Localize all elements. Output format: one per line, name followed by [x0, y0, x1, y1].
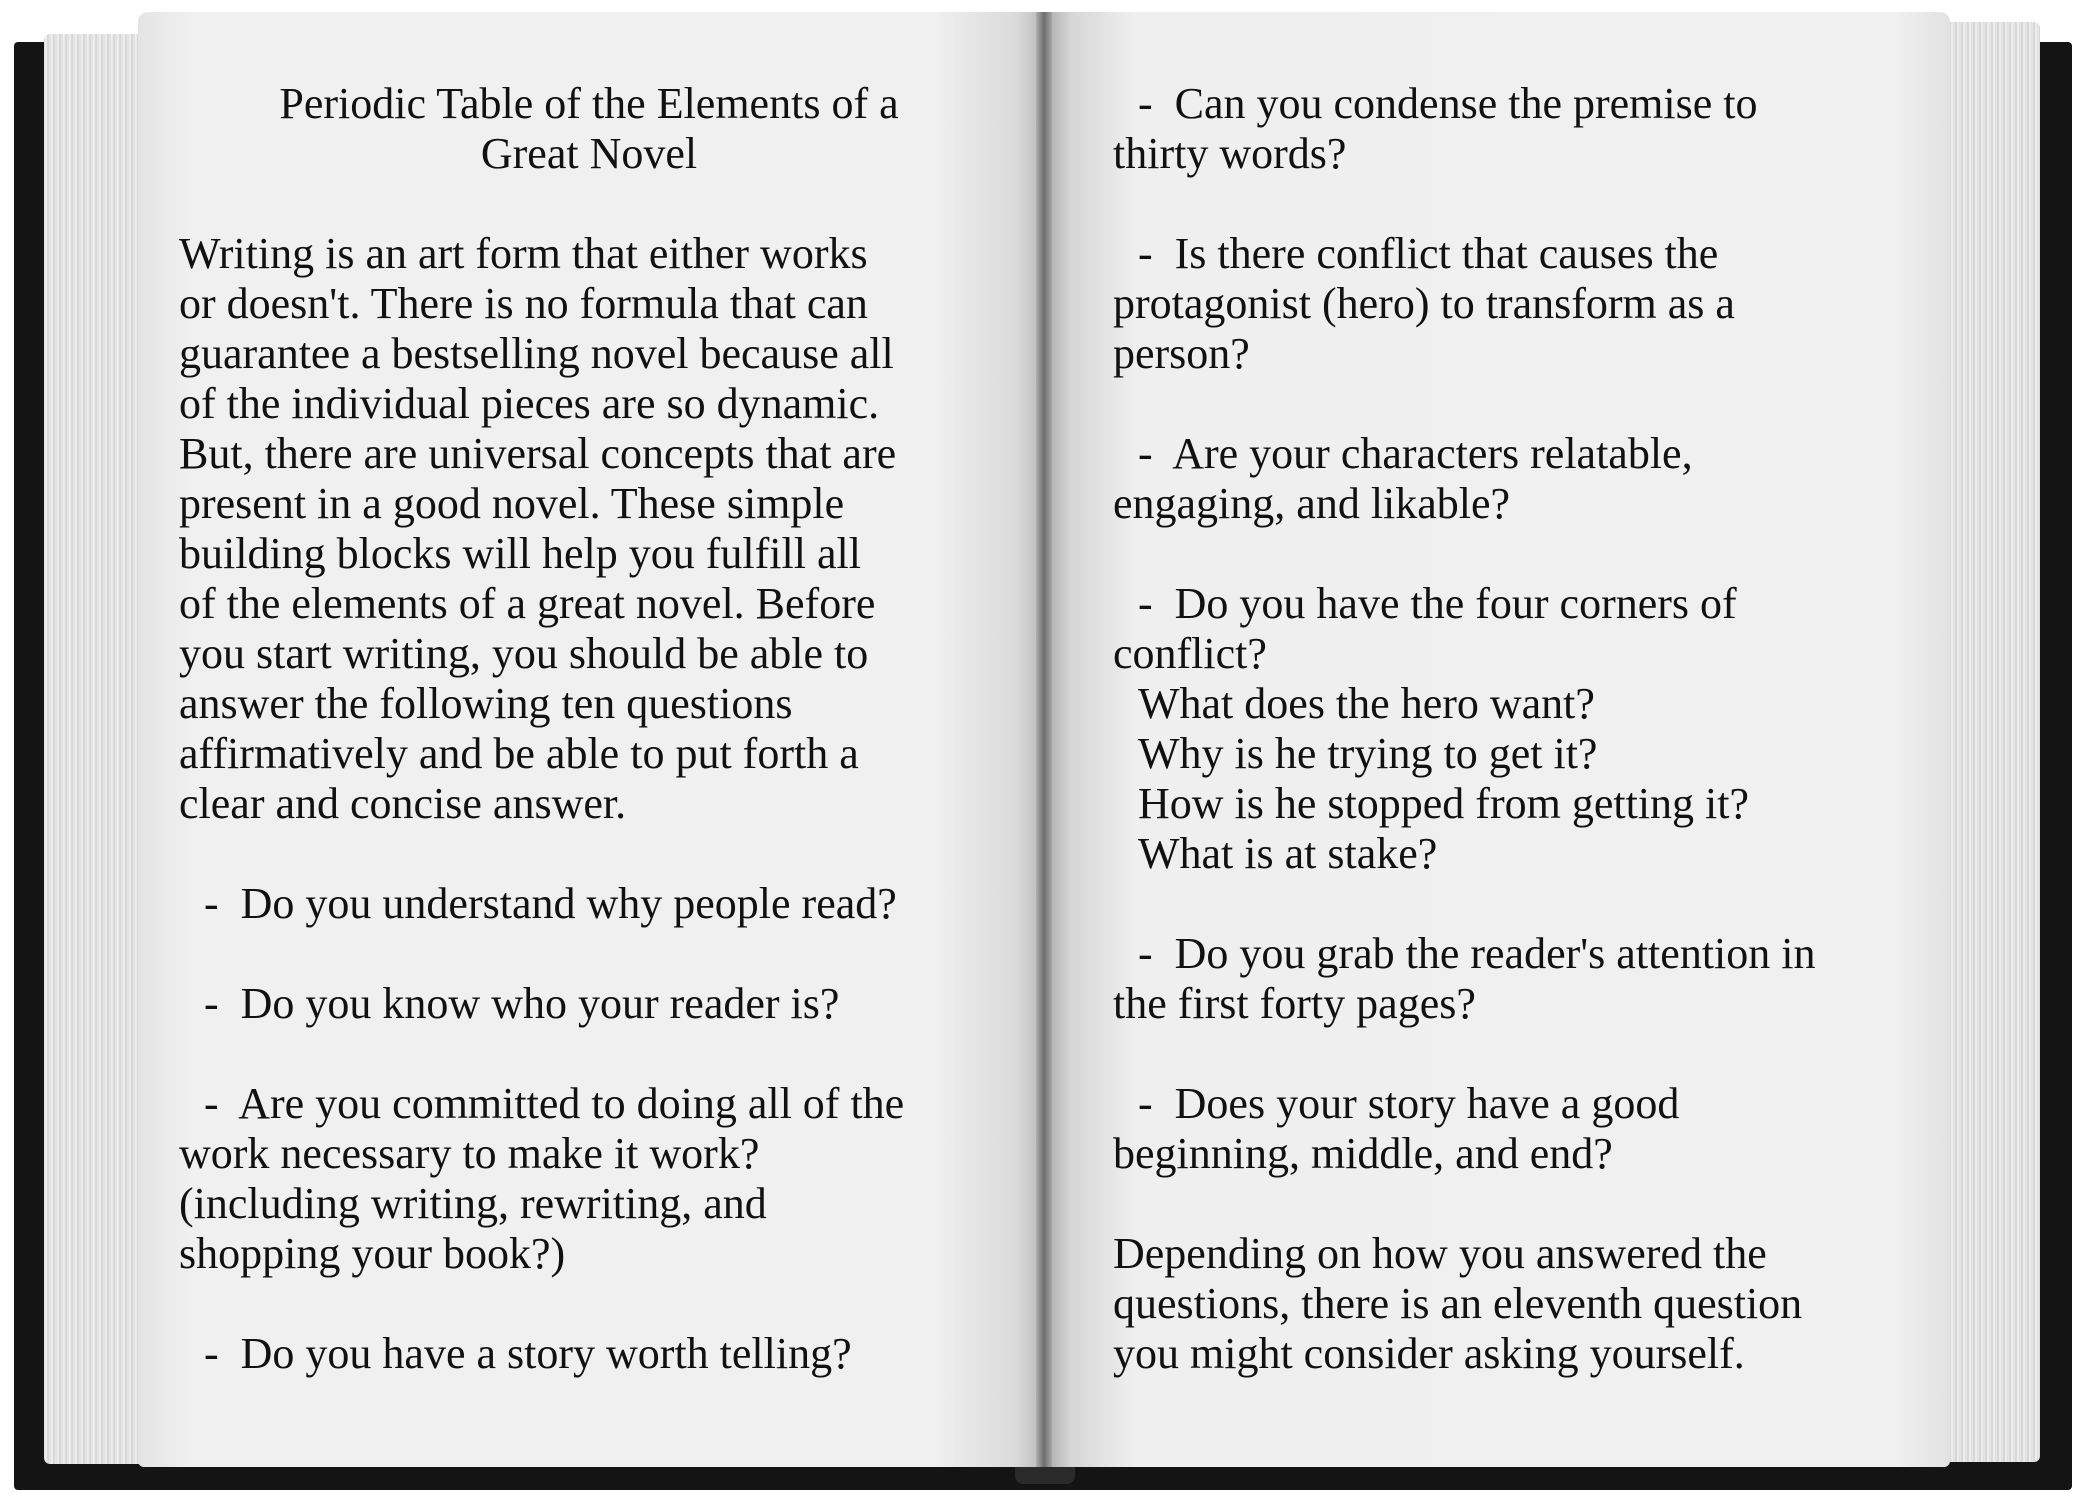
question-line: - Are you committed to doing all of the: [204, 1079, 905, 1128]
question-line: engaging, and likable?: [1113, 479, 1511, 528]
intro-line: But, there are universal concepts that are: [179, 429, 897, 478]
book-gutter: [1036, 12, 1052, 1467]
intro-line: answer the following ten questions: [179, 679, 793, 728]
question-item: - Do you know who your reader is?: [204, 979, 840, 1028]
intro-line: of the individual pieces are so dynamic.: [179, 379, 880, 428]
question-line: - Do you grab the reader's attention in: [1138, 929, 1816, 978]
sub-question: What does the hero want?: [1138, 679, 1595, 728]
intro-line: you start writing, you should be able to: [179, 629, 869, 678]
intro-line: clear and concise answer.: [179, 779, 627, 828]
closing-line: Depending on how you answered the: [1113, 1229, 1767, 1278]
intro-line: building blocks will help you fulfill all: [179, 529, 861, 578]
question-line: - Can you condense the premise to: [1138, 79, 1758, 128]
intro-line: guarantee a bestselling novel because all: [179, 329, 894, 378]
intro-line: present in a good novel. These simple: [179, 479, 845, 528]
question-item: - Do you have a story worth telling?: [204, 1329, 852, 1378]
sub-question: What is at stake?: [1138, 829, 1438, 878]
closing-line: questions, there is an eleventh question: [1113, 1279, 1803, 1328]
title-line: Periodic Table of the Elements of a: [279, 79, 899, 128]
page-title: [176, 79, 1002, 179]
question-line: thirty words?: [1113, 129, 1347, 178]
question-line: the first forty pages?: [1113, 979, 1476, 1028]
question-line: - Is there conflict that causes the: [1138, 229, 1719, 278]
intro-line: of the elements of a great novel. Before: [179, 579, 876, 628]
question-line: person?: [1113, 329, 1250, 378]
closing-line: you might consider asking yourself.: [1113, 1329, 1745, 1378]
sub-question: How is he stopped from getting it?: [1138, 779, 1750, 828]
question-line: (including writing, rewriting, and: [179, 1179, 767, 1228]
question-item: - Do you understand why people read?: [204, 879, 897, 928]
question-line: work necessary to make it work?: [179, 1129, 760, 1178]
question-line: - Does your story have a good: [1138, 1079, 1680, 1128]
sub-question: Why is he trying to get it?: [1138, 729, 1598, 778]
question-line: - Do you have the four corners of: [1138, 579, 1737, 628]
intro-line: or doesn't. There is no formula that can: [179, 279, 868, 328]
question-line: conflict?: [1113, 629, 1267, 678]
question-line: beginning, middle, and end?: [1113, 1129, 1613, 1178]
title-line: Great Novel: [480, 129, 698, 178]
question-line: protagonist (hero) to transform as a: [1113, 279, 1735, 328]
intro-line: affirmatively and be able to put forth a: [179, 729, 859, 778]
question-line: shopping your book?): [179, 1229, 566, 1278]
intro-line: Writing is an art form that either works: [179, 229, 868, 278]
question-line: - Are your characters relatable,: [1138, 429, 1693, 478]
